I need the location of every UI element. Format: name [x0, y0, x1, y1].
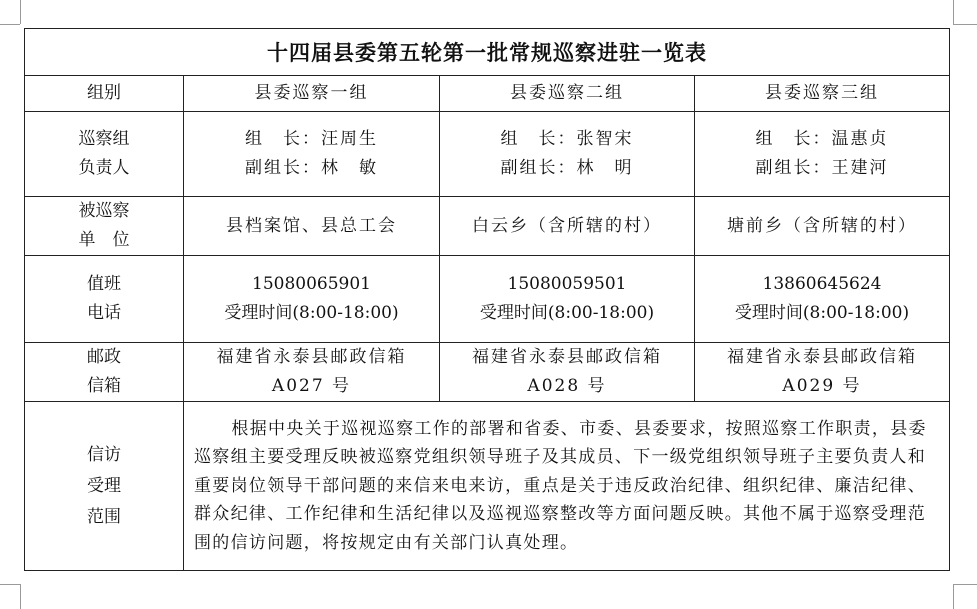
row-header-leaders-line1: 巡察组 [78, 129, 130, 149]
page-corner-mark-top-right-h [953, 24, 977, 25]
page-corner-mark-bottom-right-h [953, 584, 977, 585]
row-header-leaders-line2: 负责人 [78, 158, 130, 178]
row-header-phone-line2: 电话 [87, 303, 121, 323]
row-header-units-line2: 单 位 [78, 230, 130, 250]
unit-1: 县档案馆、县总工会 [184, 197, 440, 256]
mailbox-no-2: A028 号 [527, 376, 607, 396]
unit-2: 白云乡（含所辖的村） [440, 197, 695, 256]
deputy-1: 副组长：林 敏 [245, 158, 378, 178]
group-name-3: 县委巡察三组 [695, 76, 950, 112]
mailbox-2: 福建省永泰县邮政信箱 [472, 347, 662, 367]
row-header-mailbox [25, 343, 184, 402]
group-name-1: 县委巡察一组 [184, 76, 440, 112]
row-header-units [25, 197, 184, 256]
row-header-scope-line2: 受理 [87, 475, 121, 496]
phone-row [25, 256, 950, 343]
phone-cell-3 [695, 256, 950, 343]
mailbox-cell-2 [440, 343, 695, 402]
mailbox-1: 福建省永泰县邮政信箱 [216, 347, 407, 367]
scope-cell [184, 402, 950, 571]
unit-3: 塘前乡（含所辖的村） [695, 197, 950, 256]
deputy-2: 副组长：林 明 [500, 158, 634, 178]
page-corner-mark-top-left-h [0, 24, 20, 25]
group-row [25, 76, 950, 112]
page-corner-mark-bottom-left-v [20, 584, 21, 609]
phone-hours-1: 受理时间(8:00-18:00) [224, 303, 399, 323]
row-header-phone-line1: 值班 [87, 274, 121, 294]
row-header-leaders [25, 112, 184, 197]
phone-number-3: 13860645624 [762, 274, 882, 294]
leaders-row [25, 112, 950, 197]
leader-2: 组 长：张智宋 [500, 129, 634, 149]
group-name-2: 县委巡察二组 [440, 76, 695, 112]
page-corner-mark-top-left-v [20, 0, 21, 24]
row-header-units-line1: 被巡察 [78, 201, 130, 221]
leaders-cell-2 [440, 112, 695, 197]
phone-cell-1 [184, 256, 440, 343]
row-header-scope [25, 402, 184, 571]
mailbox-no-1: A027 号 [271, 376, 352, 396]
leader-3: 组 长：温惠贞 [755, 129, 889, 149]
leaders-cell-3 [695, 112, 950, 197]
leader-1: 组 长：汪周生 [245, 129, 378, 149]
page-corner-mark-bottom-left-h [0, 584, 20, 585]
phone-number-1: 15080065901 [252, 274, 371, 294]
mailbox-cell-1 [184, 343, 440, 402]
row-header-group: 组别 [25, 76, 184, 112]
table-title: 十四届县委第五轮第一批常规巡察进驻一览表 [25, 29, 950, 76]
row-header-scope-line3: 范围 [87, 506, 121, 527]
mailbox-cell-3 [695, 343, 950, 402]
units-row [25, 197, 950, 256]
scope-row [25, 402, 950, 571]
mailbox-no-3: A029 号 [782, 376, 862, 396]
row-header-phone [25, 256, 184, 343]
deputy-3: 副组长：王建河 [755, 158, 889, 178]
row-header-scope-line1: 信访 [87, 444, 121, 465]
inspection-table [24, 28, 950, 571]
phone-hours-3: 受理时间(8:00-18:00) [734, 303, 910, 323]
mailbox-row [25, 343, 950, 402]
phone-hours-2: 受理时间(8:00-18:00) [479, 303, 655, 323]
phone-cell-2 [440, 256, 695, 343]
scope-text: 根据中央关于巡视巡察工作的部署和省委、市委、县委要求，按照巡察工作职责，县委巡察组主要受理反映被巡察党组织领导班子及其成员、下一级党组织领导班子主要负责人和重要岗位领导干部问题的来信来电来访，重点是关于违反政治纪律、组织纪律、廉洁纪律、群众纪律、工作纪律和生活纪律以及巡视巡察整改等方面问题反映。其他不属于巡察受理范围的信访问题，将按规定由有关部门认真处理。 [194, 418, 927, 553]
mailbox-3: 福建省永泰县邮政信箱 [727, 347, 917, 367]
page-corner-mark-top-right-v [953, 0, 954, 24]
row-header-mailbox-line1: 邮政 [87, 347, 121, 367]
row-header-mailbox-line2: 信箱 [87, 376, 121, 396]
page-corner-mark-bottom-right-v [953, 584, 954, 609]
leaders-cell-1 [184, 112, 440, 197]
phone-number-2: 15080059501 [507, 274, 627, 294]
